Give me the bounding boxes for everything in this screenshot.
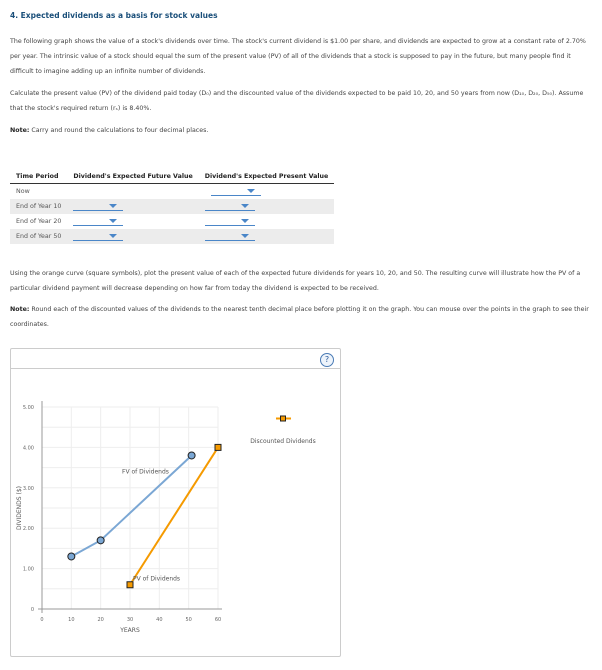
pv-curve-label: PV of Dividends — [133, 575, 181, 583]
note-label: Note: — [10, 127, 30, 134]
col-future-value: Dividend's Expected Future Value — [67, 171, 198, 184]
y-tick-label: 0 — [30, 607, 34, 613]
y-tick-label: 4.00 — [22, 445, 34, 452]
x-tick-label: 20 — [97, 617, 104, 623]
y-tick-label: 1.00 — [22, 566, 34, 573]
pv-point[interactable] — [215, 444, 221, 450]
x-tick-label: 60 — [214, 617, 222, 623]
x-tick-label: 10 — [68, 617, 75, 623]
legend-label: Discounted Dividends — [250, 438, 316, 445]
x-tick-label: 40 — [156, 617, 163, 623]
calc-text: Calculate the present value (PV) of the dividend paid today (D₀) and the discounted value of the dividends expected to be paid 10, 20, and 50 years from now (D₁₀, D₂₀, D₅₀). Assume that the stock's required return (rₛ) is 8.40%. — [10, 90, 584, 112]
x-tick-label: 50 — [185, 617, 192, 623]
note-text: Round each of the discounted values of the dividends to the nearest tenth decimal place before plotting it on the graph. You can mouse over the points in the graph to see their coordinates. — [10, 306, 589, 328]
y-tick-label: 2.00 — [22, 526, 34, 533]
question-title: 4. Expected dividends as a basis for stock values — [10, 11, 218, 20]
period-cell: Now — [16, 188, 30, 195]
help-icon[interactable]: ? — [320, 353, 334, 367]
x-tick-label: 30 — [126, 617, 134, 623]
legend-marker[interactable] — [281, 416, 286, 421]
intro-text: The following graph shows the value of a stock's dividends over time. The stock's current dividend is $1.00 per share, and dividends are expected to grow at a constant rate of 2.70% per year. The intrinsic value of a stock should equal the sum of the present value (PV) of all of the dividends that a stock is supposed to pay in the future, but many people find it difficult to imagine adding up an infinite number of dividends. — [10, 38, 586, 75]
fv-point[interactable] — [97, 537, 104, 544]
x-axis-label: YEARS — [120, 627, 140, 634]
y-tick-label: 3.00 — [22, 485, 34, 492]
fv-curve-label: FV of Dividends — [122, 468, 169, 476]
x-tick-label: 0 — [40, 617, 44, 623]
y-axis-label: DIVIDENDS ($) — [16, 486, 23, 530]
note-text: Carry and round the calculations to four decimal places. — [29, 127, 209, 134]
fv-point[interactable] — [188, 452, 195, 459]
col-present-value: Dividend's Expected Present Value — [199, 171, 335, 184]
note-label: Note: — [10, 306, 30, 313]
period-cell: End of Year 10 — [10, 199, 67, 214]
y-tick-label: 5.00 — [22, 405, 34, 411]
period-cell: End of Year 20 — [16, 218, 62, 225]
fv-point[interactable] — [68, 553, 75, 560]
instructions-text: Using the orange curve (square symbols), plot the present value of each of the expected future dividends for years 10, 20, and 50. The resulting curve will illustrate how the PV of a particular dividend payment will decrease depending on how far from today the dividend is expected to be received. — [10, 270, 581, 292]
col-time-period: Time Period — [10, 171, 67, 184]
period-cell: End of Year 50 — [10, 229, 67, 244]
